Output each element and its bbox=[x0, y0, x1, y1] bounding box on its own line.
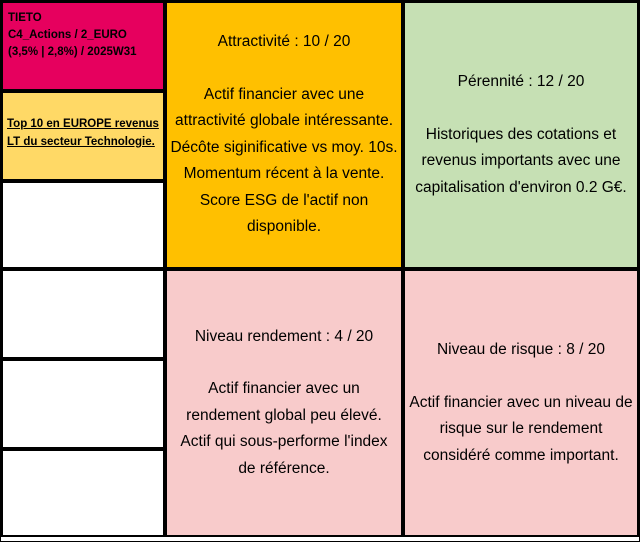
rendement-line: Actif financier avec un bbox=[208, 380, 360, 398]
asset-ticker: TIETO bbox=[8, 12, 42, 24]
empty-cell-4 bbox=[1, 449, 165, 537]
attractivite-line: Momentum récent à la vente. bbox=[183, 165, 385, 183]
attractivite-description bbox=[166, 82, 401, 241]
attractivite-line: disponible. bbox=[246, 218, 322, 236]
perennite-panel bbox=[403, 1, 639, 269]
asset-header-cell bbox=[1, 1, 165, 91]
attractivite-line: Score ESG de l'actif non bbox=[199, 191, 369, 209]
perennite-line: capitalisation d'environ 0.2 G€. bbox=[415, 178, 627, 196]
attractivite-panel bbox=[165, 1, 403, 269]
risque-line: Actif financier avec un niveau de bbox=[409, 393, 633, 411]
ranking-line-2: LT du secteur Technologie. bbox=[7, 136, 155, 148]
rendement-panel bbox=[165, 269, 403, 537]
perennite-line: revenus importants avec une bbox=[421, 152, 621, 169]
risque-line: risque sur le rendement bbox=[439, 420, 603, 437]
risque-title: Niveau de risque : 8 / 20 bbox=[436, 341, 606, 358]
asset-rates-period: (3,5% | 2,8%) / 2025W31 bbox=[8, 46, 137, 58]
empty-cell-1 bbox=[1, 181, 165, 269]
risque-panel bbox=[403, 269, 639, 537]
attractivite-line: attractivité globale intéressante. bbox=[175, 112, 393, 130]
risque-line: considéré comme important. bbox=[423, 446, 619, 464]
rendement-line: rendement global peu élevé. bbox=[186, 406, 382, 424]
attractivite-title: Attractivité : 10 / 20 bbox=[217, 33, 351, 51]
attractivite-line: Actif financier avec une bbox=[203, 85, 365, 103]
rendement-description bbox=[176, 376, 391, 482]
asset-category: C4_Actions / 2_EURO bbox=[8, 29, 127, 41]
empty-cell-3 bbox=[1, 359, 165, 449]
ranking-cell bbox=[1, 91, 165, 181]
ranking-line-1: Top 10 en EUROPE revenus bbox=[7, 118, 159, 130]
rendement-title: Niveau rendement : 4 / 20 bbox=[194, 327, 374, 345]
rendement-line: Actif qui sous-performe l'index bbox=[180, 433, 388, 451]
perennite-description bbox=[411, 122, 630, 202]
rendement-line: de référence. bbox=[238, 459, 330, 477]
perennite-title: Pérennité : 12 / 20 bbox=[457, 73, 585, 90]
attractivite-line: Décôte siginificative vs moy. 10s. bbox=[170, 138, 398, 156]
risque-description bbox=[405, 390, 636, 470]
empty-cell-2 bbox=[1, 269, 165, 359]
perennite-line: Historiques des cotations et bbox=[425, 125, 617, 143]
